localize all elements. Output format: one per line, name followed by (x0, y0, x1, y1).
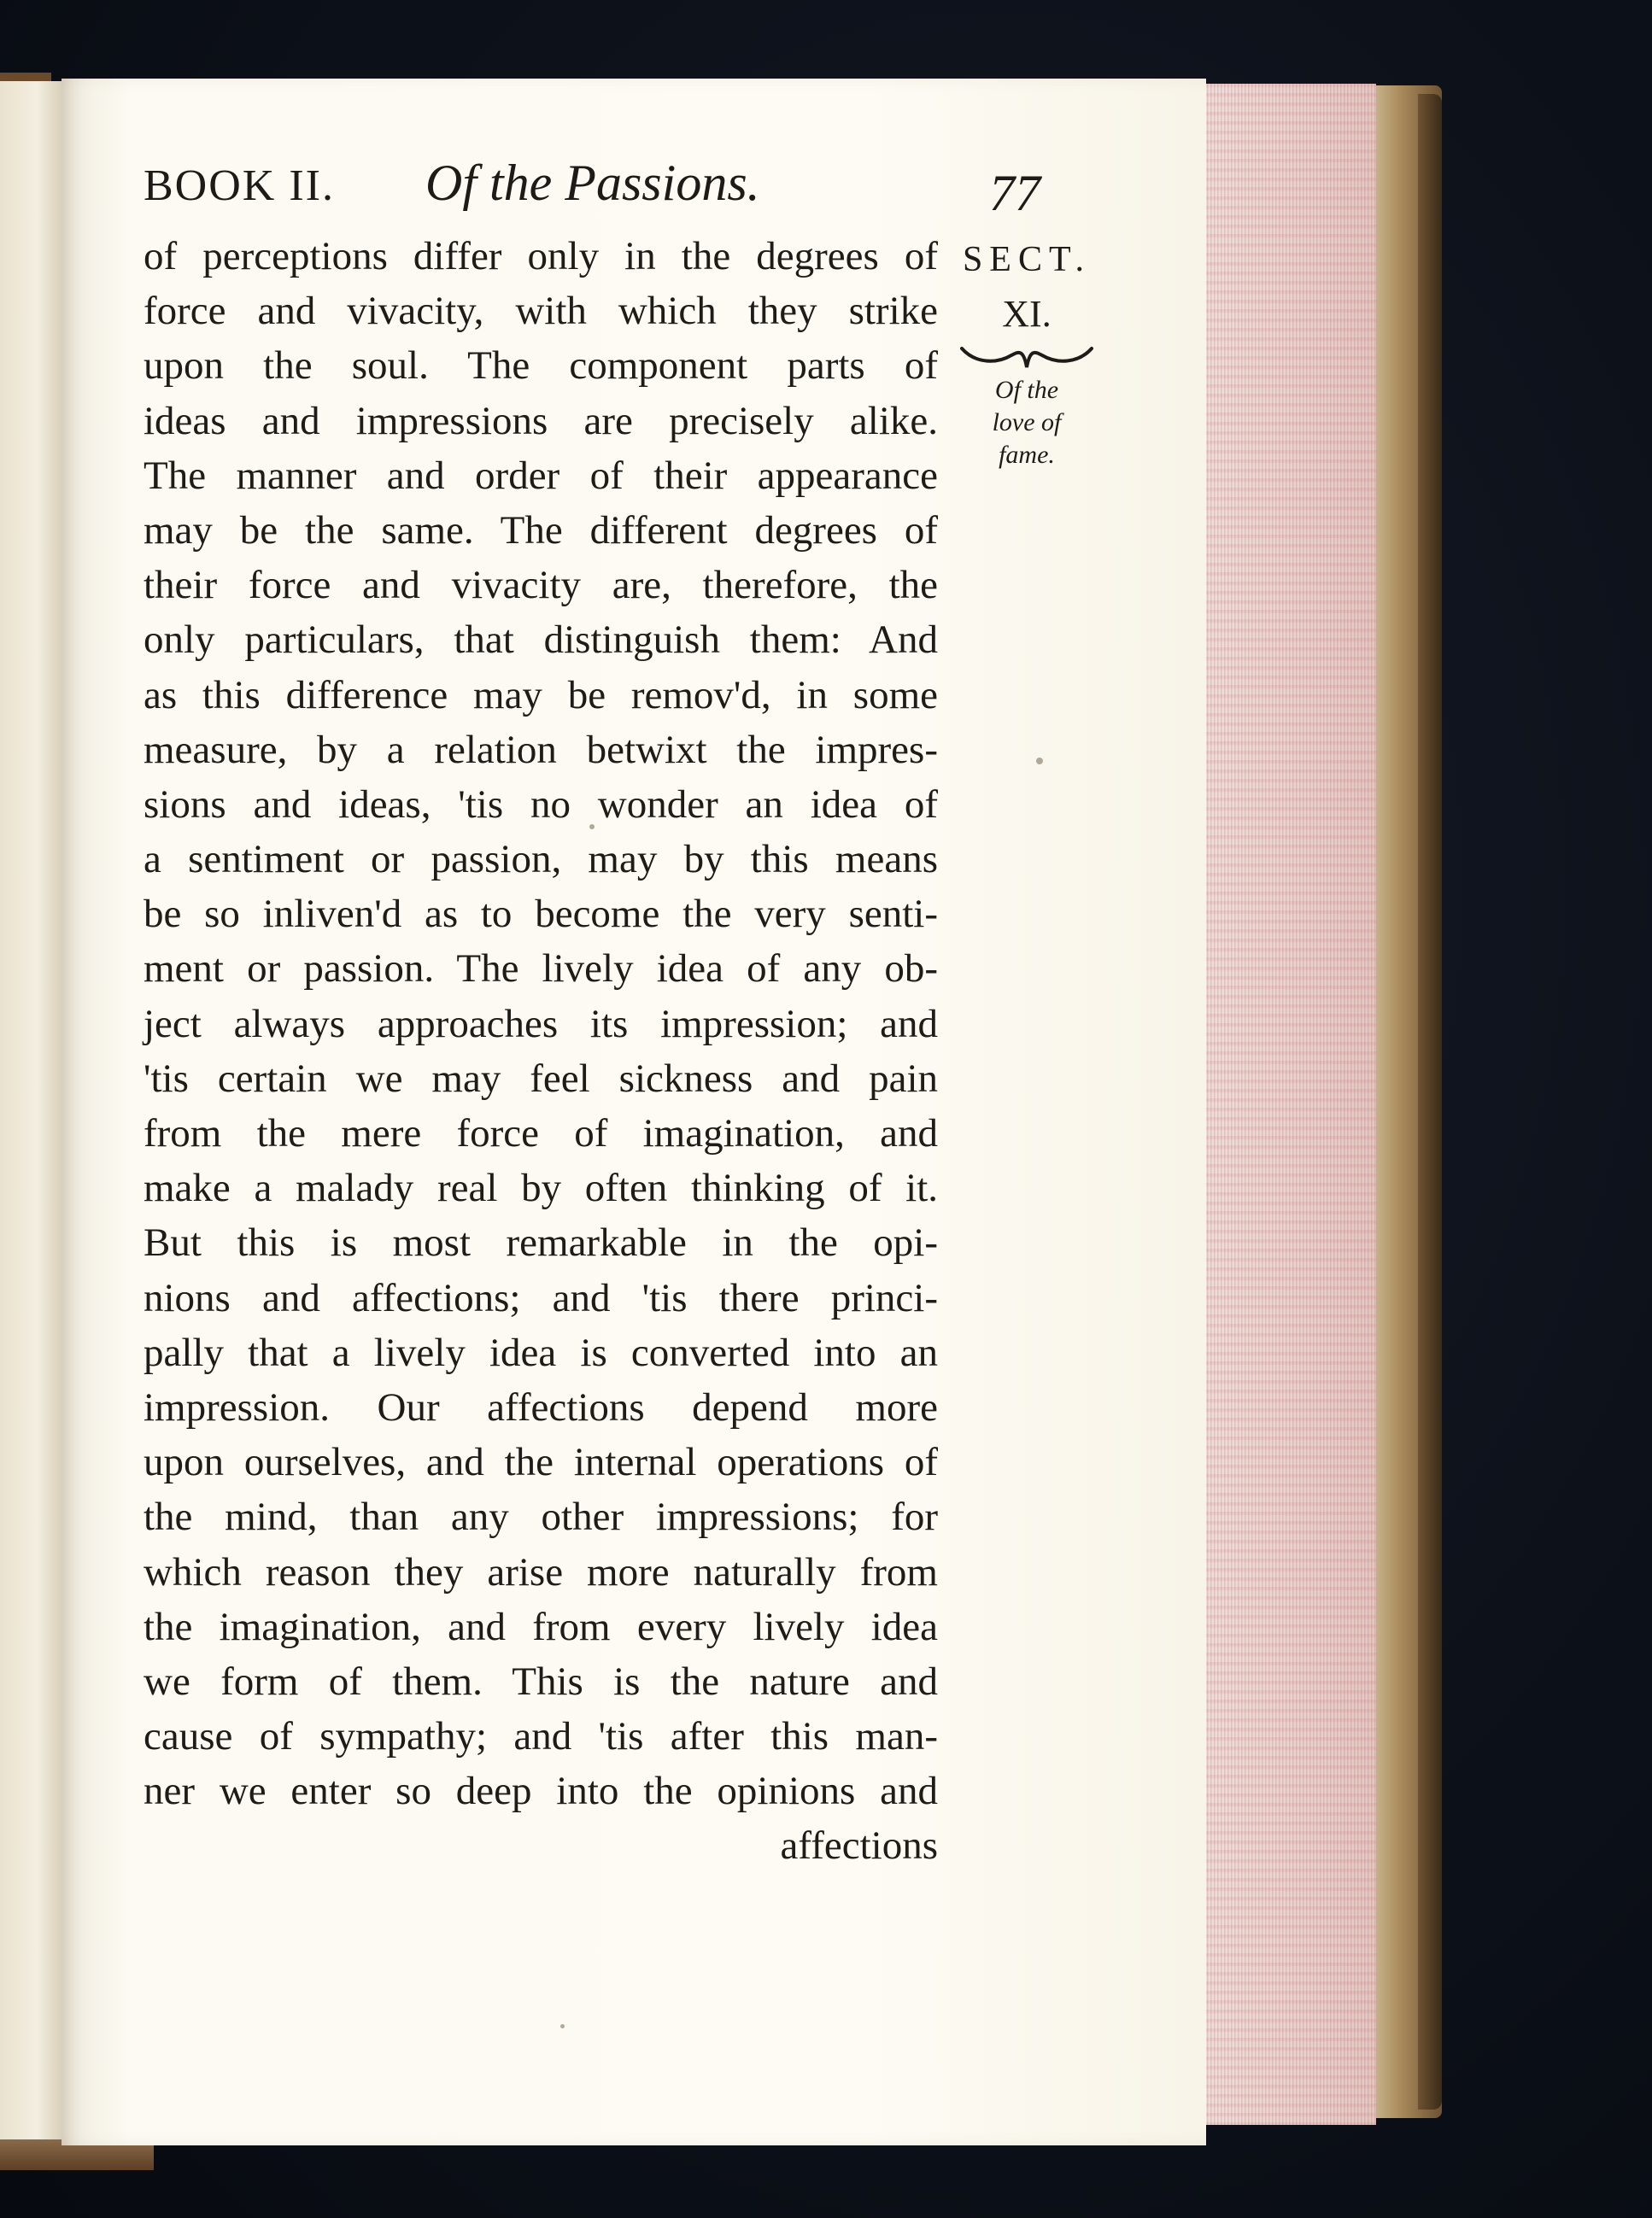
running-head-book: BOOK II. (144, 161, 335, 210)
page-block-fore-edge (1196, 84, 1376, 2125)
text-line: force and vivacity, with which they strike (144, 289, 938, 334)
book-spine-shadow (1418, 94, 1442, 2110)
left-facing-page-edge (0, 81, 63, 2148)
margin-note-sect: SECT. (962, 240, 1092, 279)
margin-note-line-3: fame. (999, 441, 1055, 469)
text-line: only particulars, that distinguish them: And (144, 617, 938, 663)
text-line: the mind, than any other impressions; for (144, 1495, 938, 1540)
body-text (144, 229, 938, 1874)
brace-ornament-icon (958, 342, 1095, 374)
text-line: ideas and impressions are precisely alike. (144, 398, 938, 443)
text-line: which reason they arise more naturally from (144, 1549, 938, 1595)
text-line: impression. Our affections depend more (144, 1384, 938, 1430)
text-line: a sentiment or passion, may by this means (144, 837, 938, 882)
running-head-title: Of the Passions. (425, 155, 760, 211)
text-line: measure, by a relation betwixt the impres- (144, 727, 938, 772)
margin-note (950, 232, 1104, 471)
text-line: as this difference may be remov'd, in some (144, 672, 938, 717)
text-line: the imagination, and from every lively idea (144, 1604, 938, 1649)
text-line: But this is most remarkable in the opi- (144, 1220, 938, 1266)
text-line: be so inliven'd as to become the very senti- (144, 892, 938, 937)
paper-speck (1036, 758, 1043, 764)
text-line: make a malady real by often thinking of it. (144, 1166, 938, 1211)
page-number: 77 (989, 165, 1040, 221)
text-line: upon the soul. The component parts of (144, 343, 938, 389)
catchword: affections (780, 1823, 938, 1869)
text-line: 'tis certain we may feel sickness and pain (144, 1056, 938, 1101)
text-line: The manner and order of their appearance (144, 453, 938, 498)
text-line: cause of sympathy; and 'tis after this man- (144, 1714, 938, 1759)
text-line: of perceptions differ only in the degrees of (144, 234, 938, 278)
text-line: ject always approaches its impression; and (144, 1001, 938, 1046)
margin-note-line-1: Of the (994, 376, 1059, 404)
margin-note-section-number: XI. (1002, 293, 1052, 335)
text-line: from the mere force of imagination, and (144, 1111, 938, 1156)
running-head (144, 154, 1049, 231)
text-line: their force and vivacity are, therefore, the (144, 563, 938, 608)
text-line: upon ourselves, and the internal operations of (144, 1440, 938, 1485)
text-line: we form of them. This is the nature and (144, 1659, 938, 1704)
text-line: sions and ideas, 'tis no wonder an idea of (144, 781, 938, 827)
text-line: nions and affections; and 'tis there princi- (144, 1275, 938, 1320)
paper-speck (560, 2024, 565, 2028)
margin-note-line-2: love of (992, 408, 1062, 436)
text-line: pally that a lively idea is converted into an (144, 1330, 938, 1375)
text-line: may be the same. The different degrees of (144, 507, 938, 553)
text-line: ner we enter so deep into the opinions and (144, 1769, 938, 1814)
text-line: ment or passion. The lively idea of any ob- (144, 946, 938, 992)
